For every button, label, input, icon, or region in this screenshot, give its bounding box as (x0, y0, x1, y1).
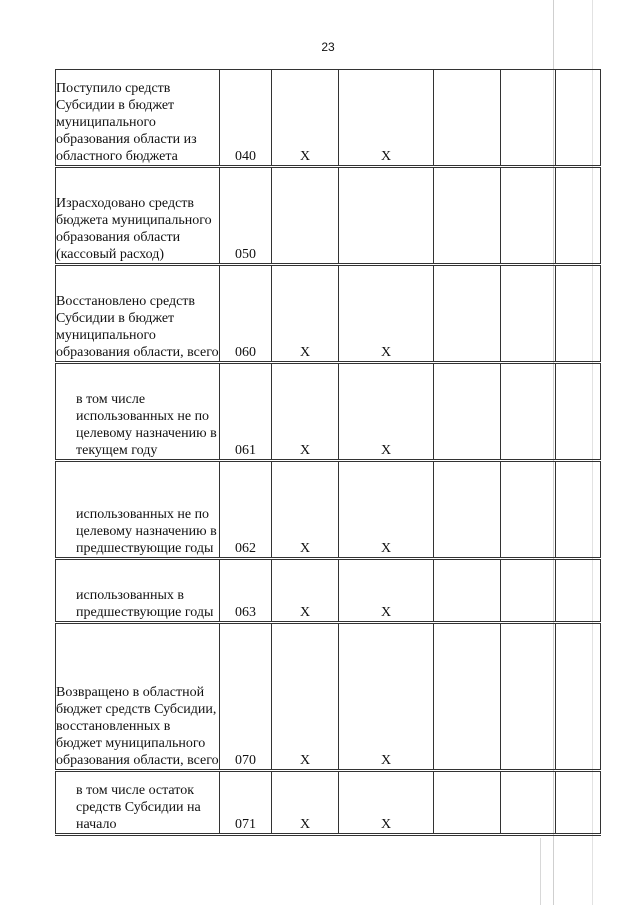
page-number: 23 (321, 40, 335, 54)
scan-edge-line (540, 838, 541, 905)
empty-cell (501, 771, 556, 835)
row-mark: X (339, 771, 434, 835)
empty-cell (501, 559, 556, 623)
row-description: использованных в предшествующие годы (56, 559, 220, 623)
row-code: 071 (220, 771, 272, 835)
row-code: 040 (220, 70, 272, 167)
empty-cell (556, 771, 601, 835)
empty-cell (501, 70, 556, 167)
empty-cell (501, 363, 556, 461)
empty-cell (556, 363, 601, 461)
table-row (56, 623, 601, 771)
empty-cell (434, 559, 501, 623)
empty-cell (501, 623, 556, 771)
row-description: в том числе использованных не по целевому назначению в текущем году (56, 363, 220, 461)
row-description: в том числе остаток средств Субсидии на начало (56, 771, 220, 835)
row-mark (272, 167, 339, 265)
empty-cell (434, 363, 501, 461)
row-mark: X (339, 265, 434, 363)
row-mark: X (272, 623, 339, 771)
table-row (56, 771, 601, 835)
row-description: Восстановлено средств Субсидии в бюджет муниципального образования области, всего (56, 265, 220, 363)
row-mark: X (339, 461, 434, 559)
table-row (56, 461, 601, 559)
row-mark: X (339, 559, 434, 623)
table-row (56, 363, 601, 461)
row-description: Возвращено в областной бюджет средств Субсидии, восстановленных в бюджет муниципального образования области, всего (56, 623, 220, 771)
row-code: 061 (220, 363, 272, 461)
empty-cell (434, 771, 501, 835)
row-code: 060 (220, 265, 272, 363)
row-mark: X (272, 559, 339, 623)
row-mark: X (339, 623, 434, 771)
row-code: 050 (220, 167, 272, 265)
row-description: Поступило средств Субсидии в бюджет муниципального образования области из областного бюджета (56, 70, 220, 167)
report-table (55, 69, 601, 836)
empty-cell (556, 70, 601, 167)
empty-cell (434, 623, 501, 771)
table-row (56, 559, 601, 623)
row-mark: X (272, 363, 339, 461)
row-code: 063 (220, 559, 272, 623)
empty-cell (434, 70, 501, 167)
row-description: использованных не по целевому назначению в предшествующие годы (56, 461, 220, 559)
table-row (56, 70, 601, 167)
row-code: 070 (220, 623, 272, 771)
row-mark: X (339, 70, 434, 167)
empty-cell (434, 167, 501, 265)
empty-cell (556, 559, 601, 623)
empty-cell (501, 265, 556, 363)
table-row (56, 265, 601, 363)
table-row (56, 167, 601, 265)
row-mark: X (339, 363, 434, 461)
row-mark: X (272, 461, 339, 559)
row-mark: X (272, 70, 339, 167)
empty-cell (501, 461, 556, 559)
row-description: Израсходовано средств бюджета муниципального образования области (кассовый расход) (56, 167, 220, 265)
empty-cell (501, 167, 556, 265)
row-mark: X (272, 771, 339, 835)
empty-cell (556, 265, 601, 363)
row-mark (339, 167, 434, 265)
empty-cell (556, 623, 601, 771)
empty-cell (434, 265, 501, 363)
empty-cell (556, 167, 601, 265)
row-mark: X (272, 265, 339, 363)
empty-cell (556, 461, 601, 559)
row-code: 062 (220, 461, 272, 559)
empty-cell (434, 461, 501, 559)
